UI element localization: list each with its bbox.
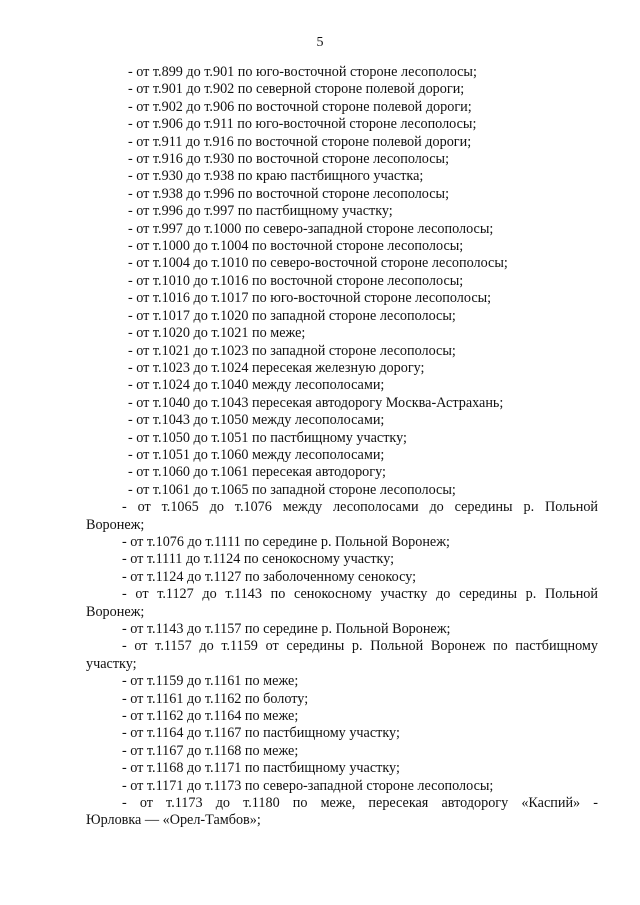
boundary-item: - от т.1010 до т.1016 по восточной стороне лесополосы; [128,272,464,289]
boundary-paragraph-1127 [86,586,598,621]
boundary-item: - от т.1000 до т.1004 по восточной стороне лесополосы; [128,238,464,255]
boundary-item: - от т.1167 до т.1168 по меже; [122,742,299,759]
boundary-item: - от т.1017 до т.1020 по западной стороне лесополосы; [128,307,456,324]
paragraph-continuation: Воронеж; [86,603,145,620]
boundary-item: - от т.1060 до т.1061 пересекая автодорогу; [128,464,386,481]
boundary-description [86,64,598,830]
boundary-item: - от т.1161 до т.1162 по болоту; [122,690,309,707]
paragraph-first-line: - от т.1173 до т.1180 по меже, пересекая автодорогу «Каспий» - [122,795,598,812]
boundary-item: - от т.899 до т.901 по юго-восточной стороне лесополосы; [128,64,477,80]
boundary-item: - от т.996 до т.997 по пастбищному участку; [128,203,393,220]
boundary-item: - от т.1016 до т.1017 по юго-восточной стороне лесополосы; [128,290,492,307]
boundary-list-a [86,64,598,499]
boundary-item: - от т.1164 до т.1167 по пастбищному участку; [122,725,400,742]
boundary-item: - от т.902 до т.906 по восточной стороне полевой дороги; [128,98,472,115]
boundary-item: - от т.1159 до т.1161 по меже; [122,673,299,690]
paragraph-first-line: - от т.1127 до т.1143 по сенокосному участку до середины р. Польной [122,586,598,603]
paragraph-first-line: - от т.1065 до т.1076 между лесополосами до середины р. Польной [122,499,598,516]
boundary-item: - от т.1124 до т.1127 по заболоченному сенокосу; [122,568,417,585]
boundary-item: - от т.1171 до т.1173 по северо-западной стороне лесополосы; [122,777,494,794]
boundary-item: - от т.1043 до т.1050 между лесополосами; [128,412,385,429]
boundary-item: - от т.1061 до т.1065 по западной стороне лесополосы; [128,481,456,498]
page-number: 5 [316,35,324,50]
boundary-item: - от т.901 до т.902 по северной стороне полевой дороги; [128,81,465,98]
boundary-item: - от т.911 до т.916 по восточной стороне полевой дороги; [128,133,472,150]
boundary-item: - от т.1051 до т.1060 между лесополосами; [128,446,385,463]
boundary-item: - от т.1168 до т.1171 по пастбищному участку; [122,760,400,777]
boundary-item: - от т.1162 до т.1164 по меже; [122,708,299,725]
boundary-item: - от т.1111 до т.1124 по сенокосному участку; [122,551,395,568]
boundary-item: - от т.1050 до т.1051 по пастбищному участку; [128,429,407,446]
paragraph-continuation: участку; [86,655,137,672]
boundary-item: - от т.1021 до т.1023 по западной стороне лесополосы; [128,342,456,359]
boundary-item: - от т.1004 до т.1010 по северо-восточной стороне лесополосы; [128,255,508,272]
boundary-paragraph-1173 [86,795,598,830]
paragraph-continuation: Юрловка — «Орел-Тамбов»; [86,812,261,829]
boundary-item: - от т.930 до т.938 по краю пастбищного участка; [128,168,424,185]
paragraph-continuation: Воронеж; [86,516,145,533]
boundary-paragraph-1065 [86,499,598,534]
boundary-item: - от т.916 до т.930 по восточной стороне лесополосы; [128,151,450,168]
boundary-item: - от т.1024 до т.1040 между лесополосами; [128,377,385,394]
boundary-item: - от т.997 до т.1000 по северо-западной стороне лесополосы; [128,220,494,237]
boundary-item: - от т.1023 до т.1024 пересекая железную дорогу; [128,359,425,376]
boundary-item: - от т.1040 до т.1043 пересекая автодорогу Москва-Астрахань; [128,394,504,411]
boundary-item: - от т.1020 до т.1021 по меже; [128,325,306,342]
boundary-item: - от т.938 до т.996 по восточной стороне лесополосы; [128,185,450,202]
boundary-paragraph-1157 [86,638,598,673]
boundary-item: - от т.1143 до т.1157 по середине р. Польной Воронеж; [122,621,451,637]
paragraph-first-line: - от т.1157 до т.1159 от середины р. Польной Воронеж по пастбищному [122,638,598,655]
boundary-item: - от т.906 до т.911 по юго-восточной стороне лесополосы; [128,116,477,133]
boundary-list-b [86,673,598,795]
boundary-item: - от т.1076 до т.1111 по середине р. Польной Воронеж; [122,533,450,550]
